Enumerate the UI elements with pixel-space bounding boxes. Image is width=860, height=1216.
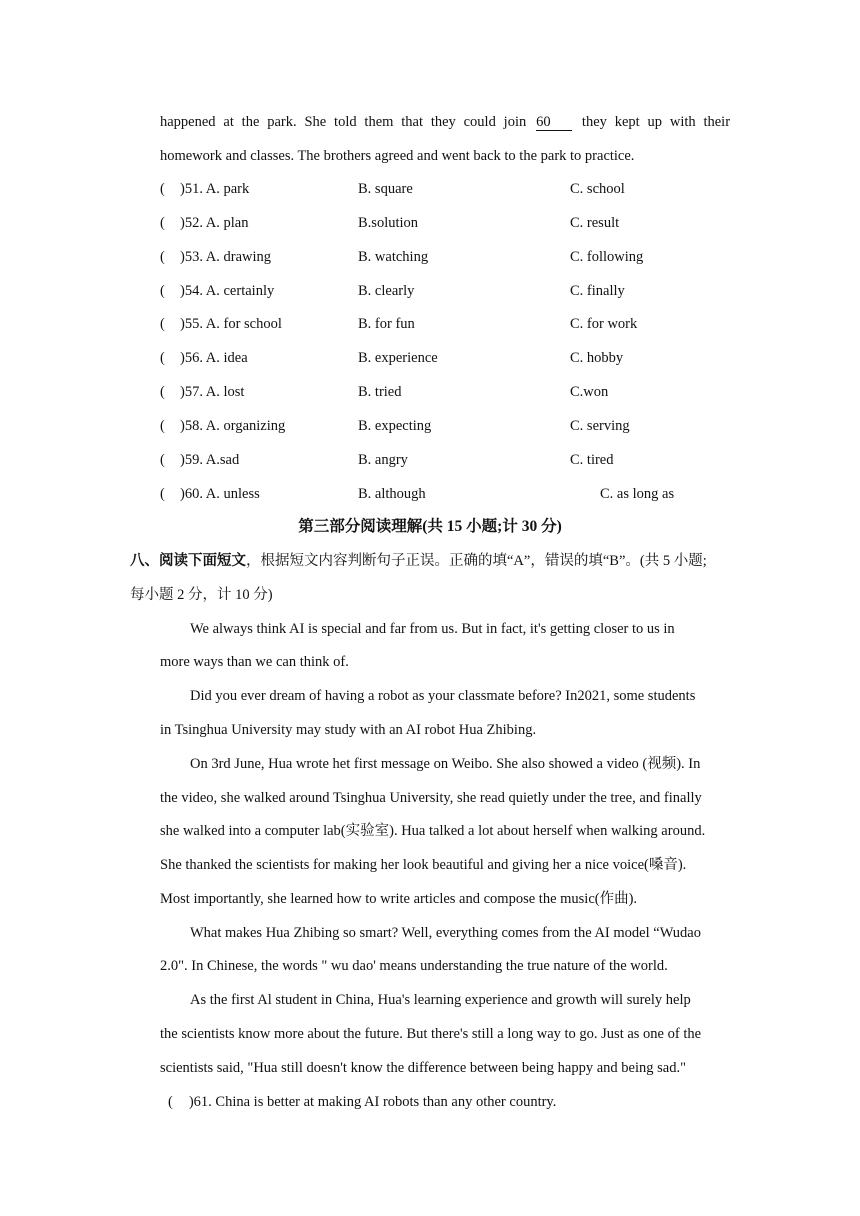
option-c: C. school xyxy=(570,181,625,197)
option-a: )52. A. plan xyxy=(180,215,249,231)
option-b: B. experience xyxy=(358,350,438,366)
question-row-51 xyxy=(160,179,720,199)
option-b: B. expecting xyxy=(358,418,432,434)
option-a: )59. A.sad xyxy=(180,452,240,468)
option-c: C. for work xyxy=(570,316,638,332)
answer-paren: ( xyxy=(160,486,165,502)
option-b: B. watching xyxy=(358,249,429,265)
answer-paren: ( xyxy=(160,418,165,434)
option-c: C. serving xyxy=(570,418,630,434)
option-b: B. angry xyxy=(358,452,408,468)
passage-p1-line1: We always think AI is special and far from us. But in fact, it's getting closer to us in xyxy=(190,621,675,637)
answer-paren: ( xyxy=(160,249,165,265)
passage-p5-line3: scientists said, "Hua still doesn't know the difference between being happy and being sad." xyxy=(160,1060,686,1076)
question-61-text: )61. China is better at making AI robots than any other country. xyxy=(188,1094,557,1110)
passage-p2-line2: in Tsinghua University may study with an AI robot Hua Zhibing. xyxy=(160,722,537,738)
question-row-59 xyxy=(160,450,720,470)
answer-paren: ( xyxy=(160,181,165,197)
answer-paren: ( xyxy=(168,1094,173,1110)
option-c: C. hobby xyxy=(570,350,624,366)
option-c: C. result xyxy=(570,215,620,231)
section-title: 第三部分阅读理解(共 15 小题;计 30 分) xyxy=(298,518,562,535)
reading-instruction xyxy=(130,544,730,612)
option-c: C. following xyxy=(570,249,644,265)
option-c: C. tired xyxy=(570,452,614,468)
question-row-52 xyxy=(160,213,720,233)
answer-paren: ( xyxy=(160,384,165,400)
question-61 xyxy=(168,1092,556,1112)
instruction-line-1 xyxy=(130,544,730,578)
option-a: )55. A. for school xyxy=(180,316,282,332)
passage-p1-line2: more ways than we can think of. xyxy=(160,654,349,670)
question-row-58 xyxy=(160,416,720,436)
paragraph-text-after-blank: they kept up with their xyxy=(581,114,731,130)
option-c: C. as long as xyxy=(600,486,675,502)
question-row-56 xyxy=(160,348,720,368)
option-a: )60. A. unless xyxy=(180,486,260,502)
passage-p4-line1: What makes Hua Zhibing so smart? Well, everything comes from the AI model “Wudao xyxy=(190,925,701,941)
question-row-53 xyxy=(160,247,720,267)
passage-p5-line1: As the first Al student in China, Hua's learning experience and growth will surely help xyxy=(190,992,691,1008)
answer-paren: ( xyxy=(160,350,165,366)
option-b: B. although xyxy=(358,486,426,502)
question-row-57 xyxy=(160,382,720,402)
question-row-60 xyxy=(160,484,720,504)
option-c: C. finally xyxy=(570,283,625,299)
answer-paren: ( xyxy=(160,283,165,299)
option-a: )54. A. certainly xyxy=(180,283,275,299)
question-row-55 xyxy=(160,314,720,334)
paragraph-line-2: homework and classes. The brothers agreed and went back to the park to practice. xyxy=(160,148,635,164)
passage-p4-line2: 2.0". In Chinese, the words " wu dao' means understanding the true nature of the world. xyxy=(160,958,668,974)
passage-p3-line3: she walked into a computer lab(实验室). Hua talked a lot about herself when walking around. xyxy=(160,823,706,839)
answer-paren: ( xyxy=(160,452,165,468)
paragraph-line-1 xyxy=(160,112,730,132)
blank-60: 60 xyxy=(536,115,572,131)
answer-paren: ( xyxy=(160,316,165,332)
passage-p3-line4: She thanked the scientists for making her look beautiful and giving her a nice voice(嗓音). xyxy=(160,857,687,873)
option-a: )57. A. lost xyxy=(180,384,245,400)
option-c: C.won xyxy=(570,384,609,400)
paragraph-text-before-blank: happened at the park. She told them that they could join xyxy=(160,114,527,130)
option-b: B.solution xyxy=(358,215,419,231)
passage-p5-line2: the scientists know more about the future. But there's still a long way to go. Just as one of the xyxy=(160,1026,702,1042)
passage-p2-line1: Did you ever dream of having a robot as your classmate before? In2021, some students xyxy=(190,688,696,704)
option-b: B. clearly xyxy=(358,283,415,299)
option-a: )53. A. drawing xyxy=(180,249,272,265)
option-a: )51. A. park xyxy=(180,181,250,197)
option-b: B. for fun xyxy=(358,316,415,332)
option-b: B. tried xyxy=(358,384,402,400)
instruction-line-2: 每小题 2 分，计 10 分) xyxy=(130,587,273,603)
answer-paren: ( xyxy=(160,215,165,231)
question-row-54 xyxy=(160,281,720,301)
passage-p3-line1: On 3rd June, Hua wrote het first message on Weibo. She also showed a video (视频). In xyxy=(190,756,701,772)
option-b: B. square xyxy=(358,181,413,197)
option-a: )56. A. idea xyxy=(180,350,248,366)
instruction-label: 八、阅读下面短文 xyxy=(130,553,246,569)
passage-p3-line5: Most importantly, she learned how to write articles and compose the music(作曲). xyxy=(160,891,638,907)
passage-p3-line2: the video, she walked around Tsinghua University, she read quietly under the tree, and finally xyxy=(160,790,702,806)
instruction-text: ，根据短文内容判断句子正误。正确的填“A”，错误的填“B”。(共 5 小题; xyxy=(246,553,707,569)
option-a: )58. A. organizing xyxy=(180,418,286,434)
